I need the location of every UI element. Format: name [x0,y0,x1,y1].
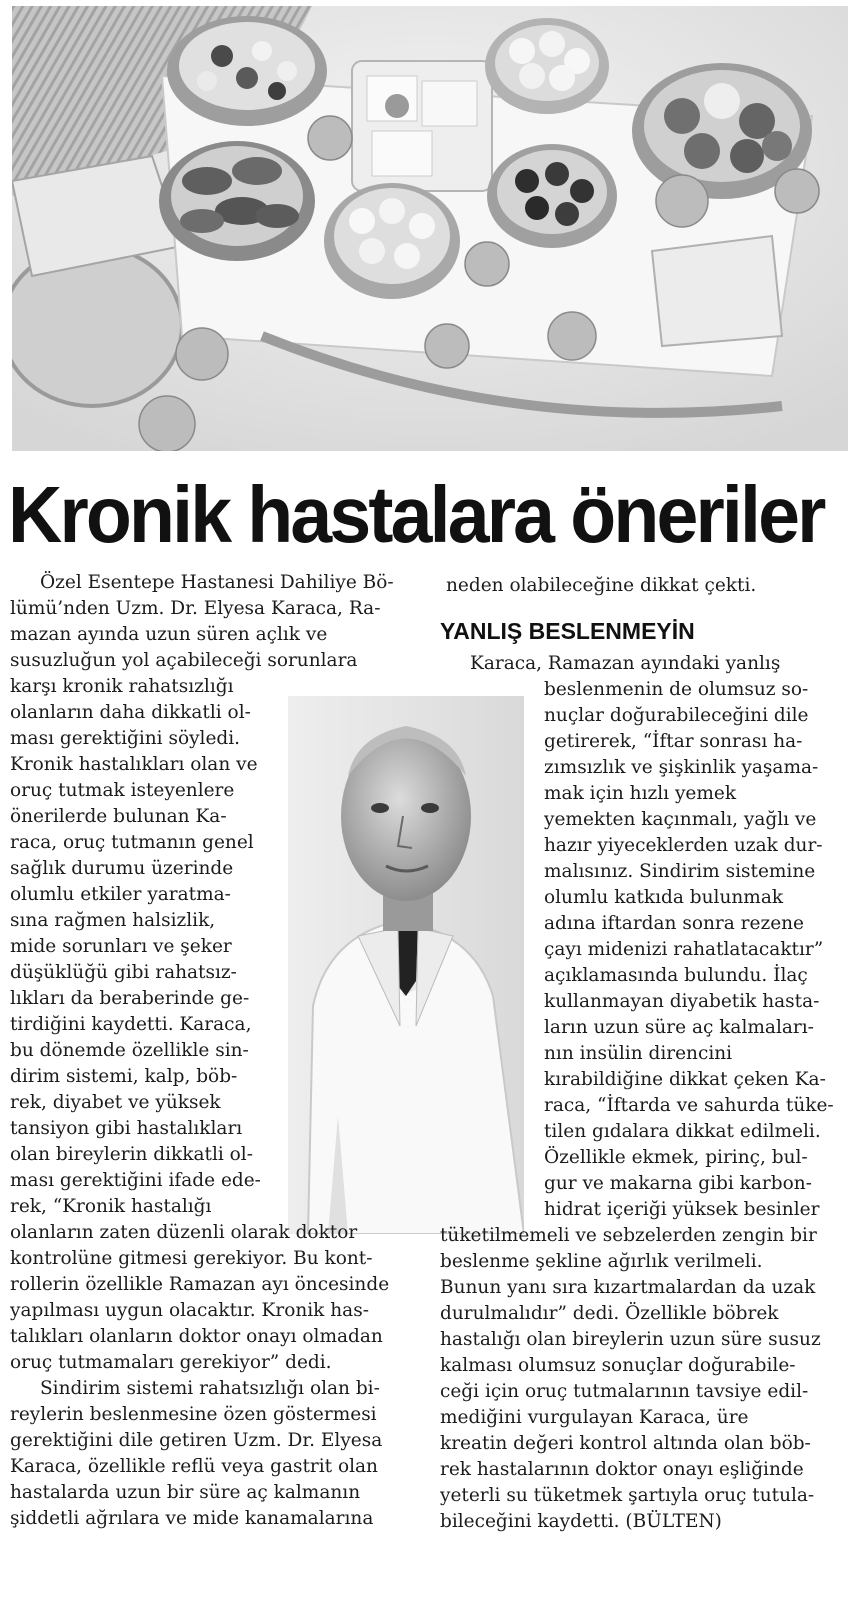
right-column-line: çayı midenizi rahatlatacaktır” [544,939,824,960]
right-column-line: açıklamasında bulundu. İlaç [544,965,808,986]
right-column-line: nın insülin direncini [544,1043,733,1064]
left-column-line: oruç tutmak isteyenlere [10,780,235,801]
left-column-line: gerektiğini dile getiren Uzm. Dr. Elyesa [10,1430,383,1451]
right-column-line: Bunun yanı sıra kızartmalardan da uzak [440,1277,816,1298]
right-column-line: tilen gıdalara dikkat edilmeli. [544,1121,821,1142]
right-column-intro-line: neden olabileceğine dikkat çekti. [446,575,757,596]
right-column-line: beslenme şekline ağırlık verilmeli. [440,1251,763,1272]
article-headline: Kronik hastalara öneriler [8,470,824,559]
left-column-line: yapılması uygun olacaktır. Kronik has- [10,1300,369,1321]
right-column-line: kalması olumsuz sonuçlar doğurabile- [440,1355,796,1376]
right-column-line: hazır yiyeceklerden uzak dur- [544,835,823,856]
left-column-line: kontrolüne gitmesi gerekiyor. Bu kont- [10,1248,373,1269]
left-column-line: olanların daha dikkatli ol- [10,702,251,723]
left-column-line: düşüklüğü gibi rahatsız- [10,962,237,983]
right-column-line: kullanmayan diyabetik hasta- [544,991,820,1012]
left-column-line: olanların zaten düzenli olarak doktor [10,1222,358,1243]
right-column-line: kreatin değeri kontrol altında olan böb- [440,1433,811,1454]
left-column-line: mide sorunları ve şeker [10,936,232,957]
right-column-line: yemekten kaçınmalı, yağlı ve [544,809,817,830]
left-column-line: raca, oruç tutmanın genel [10,832,254,853]
left-column-line: Özel Esentepe Hastanesi Dahiliye Bö- [40,572,394,593]
left-column-line: olan bireylerin dikkatli ol- [10,1144,253,1165]
right-column-line: ceği için oruç tutmalarının tavsiye edil- [440,1381,809,1402]
right-column-line: gur ve makarna gibi karbon- [544,1173,812,1194]
doctor-portrait [288,696,524,1234]
section-subheading: YANLIŞ BESLENMEYİN [440,618,695,644]
food-photo [12,6,848,451]
right-column-line: Özellikle ekmek, pirinç, bul- [544,1147,808,1168]
right-column-line: beslenmenin de olumsuz so- [544,679,809,700]
right-column-line: bileceğini kaydetti. (BÜLTEN) [440,1511,722,1532]
left-column-line: sına rağmen halsizlik, [10,910,216,931]
left-column-line: hastalarda uzun bir süre aç kalmanın [10,1482,361,1503]
left-column-line: mazan ayında uzun süren açlık ve [10,624,328,645]
right-column-line: kırabildiğine dikkat çeken Ka- [544,1069,826,1090]
left-column-line: rek, diyabet ve yüksek [10,1092,221,1113]
left-column-line: ması gerektiğini ifade ede- [10,1170,261,1191]
right-column-line: Karaca, Ramazan ayındaki yanlış [470,653,781,674]
left-column-line: reylerin beslenmesine özen göstermesi [10,1404,377,1425]
left-column-line: lıkları da beraberinde ge- [10,988,250,1009]
right-column-line: adına iftardan sonra rezene [544,913,805,934]
bowl-dates [159,141,315,261]
left-column-line: ması gerektiğini söyledi. [10,728,241,749]
right-column-line: yeterli su tüketmek şartıyla oruç tutula- [440,1485,815,1506]
left-column-line: rollerin özellikle Ramazan ayı öncesinde [10,1274,390,1295]
left-column-line: tirdiğini kaydetti. Karaca, [10,1014,252,1035]
left-column-line: dirim sistemi, kalp, böb- [10,1066,238,1087]
left-column-line: karşı kronik rahatsızlığı [10,676,234,697]
right-column-line: malısınız. Sindirim sistemine [544,861,816,882]
right-column-line: zımsızlık ve şişkinlik yaşama- [544,757,819,778]
right-column-line: hastalığı olan bireylerin uzun süre susuz [440,1329,821,1350]
left-column-line: susuzluğun yol açabileceği sorunlara [10,650,358,671]
left-column-line: sağlık durumu üzerinde [10,858,234,879]
plate-cheese [352,61,492,191]
left-column-line: önerilerde bulunan Ka- [10,806,227,827]
left-column-line: oruç tutmamaları gerekiyor” dedi. [10,1352,332,1373]
left-column-line: talıkları olanların doktor onayı olmadan [10,1326,383,1347]
left-column-line: lümü’nden Uzm. Dr. Elyesa Karaca, Ra- [10,598,381,619]
bowl-eggs [485,18,609,114]
right-column-line: olumlu katkıda bulunmak [544,887,784,908]
left-column-line: şiddetli ağrılara ve mide kanamalarına [10,1508,374,1529]
right-column-line: mediğini vurgulayan Karaca, üre [440,1407,749,1428]
bowl-olives [487,144,617,248]
right-column-line: getirerek, “İftar sonrası ha- [544,731,803,752]
left-column-line: tansiyon gibi hastalıkları [10,1118,243,1139]
left-column-line: olumlu etkiler yaratma- [10,884,231,905]
left-column-line: Karaca, özellikle reflü veya gastrit olan [10,1456,378,1477]
left-column-line: Kronik hastalıkları olan ve [10,754,258,775]
bowl-boiled-eggs [324,183,460,299]
left-column-line: rek, “Kronik hastalığı [10,1196,212,1217]
right-column-line: nuçlar doğurabileceğini dile [544,705,809,726]
right-column-line: tüketilmemeli ve sebzelerden zengin bir [440,1225,817,1246]
left-column-line: bu dönemde özellikle sin- [10,1040,249,1061]
right-column-line: rek hastalarının doktor onayı eşliğinde [440,1459,804,1480]
bowl-dried-fruit [167,16,327,126]
right-column-line: raca, “İftarda ve sahurda tüke- [544,1095,834,1116]
right-column-line: mak için hızlı yemek [544,783,737,804]
right-column-line: hidrat içeriği yüksek besinler [544,1199,820,1220]
right-column-line: durulmalıdır” dedi. Özellikle böbrek [440,1303,779,1324]
right-column-line: ların uzun süre aç kalmaları- [544,1017,814,1038]
left-column-line: Sindirim sistemi rahatsızlığı olan bi- [40,1378,380,1399]
